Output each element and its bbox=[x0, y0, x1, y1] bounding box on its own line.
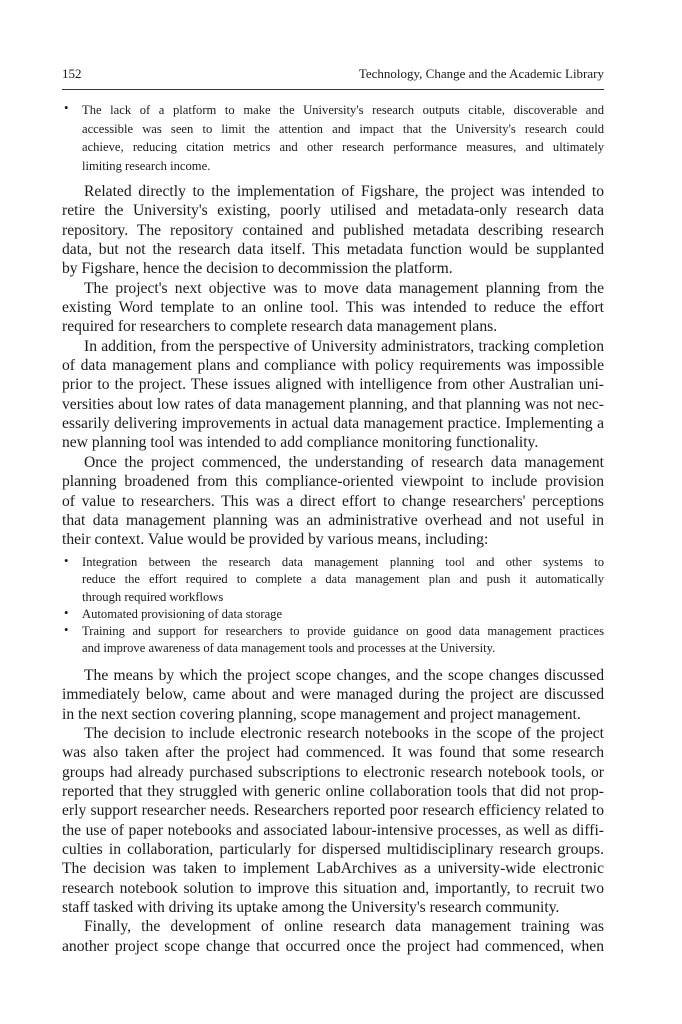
text-line: The means by which the project scope changes, and the scope changes discussed bbox=[84, 667, 604, 684]
bullet-item bbox=[62, 101, 604, 175]
text-line: culties in collaboration, particularly for dispersed multidisciplinary research groups. bbox=[62, 841, 604, 859]
text-line: prior to the project. These issues aligned with intelligence from other Australian uni- bbox=[62, 376, 604, 394]
text-line: The lack of a platform to make the University's research outputs citable, discoverable and bbox=[82, 103, 604, 117]
text-line: staff tasked with driving its uptake among the University's research community. bbox=[62, 899, 560, 917]
text-line: Related directly to the implementation of Figshare, the project was intended to bbox=[84, 183, 604, 200]
text-line: of value to researchers. This was a direct effort to change researchers' perceptions bbox=[62, 492, 604, 510]
text-line: versities about low rates of data management planning, and that planning was not nec- bbox=[62, 395, 604, 413]
text-line: research notebook solution to improve this situation and, importantly, to recruit two bbox=[62, 879, 604, 897]
text-line: planning broadened from this compliance-oriented viewpoint to include provision bbox=[62, 473, 604, 491]
bullet-icon: • bbox=[64, 554, 69, 568]
bullet-icon: • bbox=[64, 623, 69, 638]
text-line: The project's next objective was to move data management planning from the bbox=[84, 279, 604, 297]
page-number: 152 bbox=[62, 66, 82, 81]
text-line: Once the project commenced, the understanding of research data management bbox=[84, 453, 604, 471]
running-header bbox=[62, 66, 604, 82]
bullet-icon: • bbox=[64, 605, 69, 620]
text-line: their context. Value would be provided by various means, including: bbox=[62, 531, 489, 549]
paragraph bbox=[62, 182, 604, 279]
paragraph bbox=[62, 666, 604, 724]
text-line: repository. The repository contained and published metadata describing research bbox=[62, 221, 604, 239]
bullet-item bbox=[62, 623, 604, 658]
paragraph bbox=[62, 724, 604, 917]
text-line: Finally, the development of online research data management training was bbox=[84, 918, 604, 936]
text-line: erly support researcher needs. Researchers reported poor research efficiency related to bbox=[62, 802, 604, 820]
text-line: existing Word template to an online tool. This was intended to reduce the effort bbox=[62, 299, 604, 317]
text-line: another project scope change that occurred once the project had commenced, when bbox=[62, 937, 604, 955]
text-line: required for researchers to complete research data management plans. bbox=[62, 318, 498, 336]
running-title: Technology, Change and the Academic Library bbox=[358, 66, 604, 81]
text-line: and improve awareness of data management tools and processes at the University. bbox=[82, 641, 496, 656]
text-line: Automated provisioning of data storage bbox=[82, 606, 283, 621]
text-line: In addition, from the perspective of University administrators, tracking completion bbox=[84, 337, 604, 355]
text-line: achieve, reducing citation metrics and other research performance measures, and ultimately bbox=[82, 140, 604, 155]
text-line: immediately below, came about and were managed during the project are discussed bbox=[62, 686, 604, 704]
text-line: accessible was seen to limit the attention and impact that the University's research could bbox=[82, 121, 604, 136]
paragraph bbox=[62, 917, 604, 956]
text-line: The decision to include electronic research notebooks in the scope of the project bbox=[84, 725, 604, 743]
text-line: limiting research income. bbox=[82, 158, 211, 173]
paragraph bbox=[62, 453, 604, 550]
bullet-item bbox=[62, 606, 604, 623]
text-line: new planning tool was intended to add compliance monitoring functionality. bbox=[62, 434, 539, 452]
text-line: Training and support for researchers to provide guidance on good data management practices bbox=[82, 624, 604, 639]
body-text-section-2 bbox=[62, 666, 604, 956]
paragraph bbox=[62, 279, 604, 337]
text-line: retire the University's existing, poorly utilised and metadata-only research data bbox=[62, 202, 604, 220]
text-line: by Figshare, hence the decision to decommission the platform. bbox=[62, 260, 453, 278]
body-text-section-1 bbox=[62, 182, 604, 550]
text-line: the use of paper notebooks and associated labour-intensive processes, as well as diffi- bbox=[62, 821, 604, 839]
bullet-list-means bbox=[62, 554, 604, 658]
text-line: data, but not the research data itself. This metadata function would be supplanted bbox=[62, 241, 604, 259]
bullet-icon: • bbox=[64, 101, 69, 115]
paragraph bbox=[62, 337, 604, 453]
bullet-list-top bbox=[62, 101, 604, 175]
text-line: The decision was taken to implement LabArchives as a university-wide electronic bbox=[62, 860, 604, 878]
text-line: in the next section covering planning, scope management and project management. bbox=[62, 705, 581, 723]
text-line: reported that they struggled with generic online collaboration tools that did not prop- bbox=[62, 783, 604, 801]
text-line: of data management plans and compliance with policy requirements was impossible bbox=[62, 357, 604, 375]
text-line: essarily delivering improvements in actual data management practice. Implementing a bbox=[62, 415, 604, 433]
text-line: was also taken after the project had commenced. It was found that some research bbox=[62, 744, 604, 762]
text-line: that data management planning was an administrative overhead and not useful in bbox=[62, 511, 604, 529]
text-line: reduce the effort required to complete a data management plan and push it automatically bbox=[82, 572, 604, 587]
text-line: through required workflows bbox=[82, 589, 224, 604]
text-line: groups had already purchased subscriptions to electronic research notebook tools, or bbox=[62, 763, 604, 781]
header-rule bbox=[62, 89, 604, 90]
text-line: Integration between the research data management planning tool and other systems to bbox=[82, 555, 604, 569]
bullet-item bbox=[62, 554, 604, 606]
